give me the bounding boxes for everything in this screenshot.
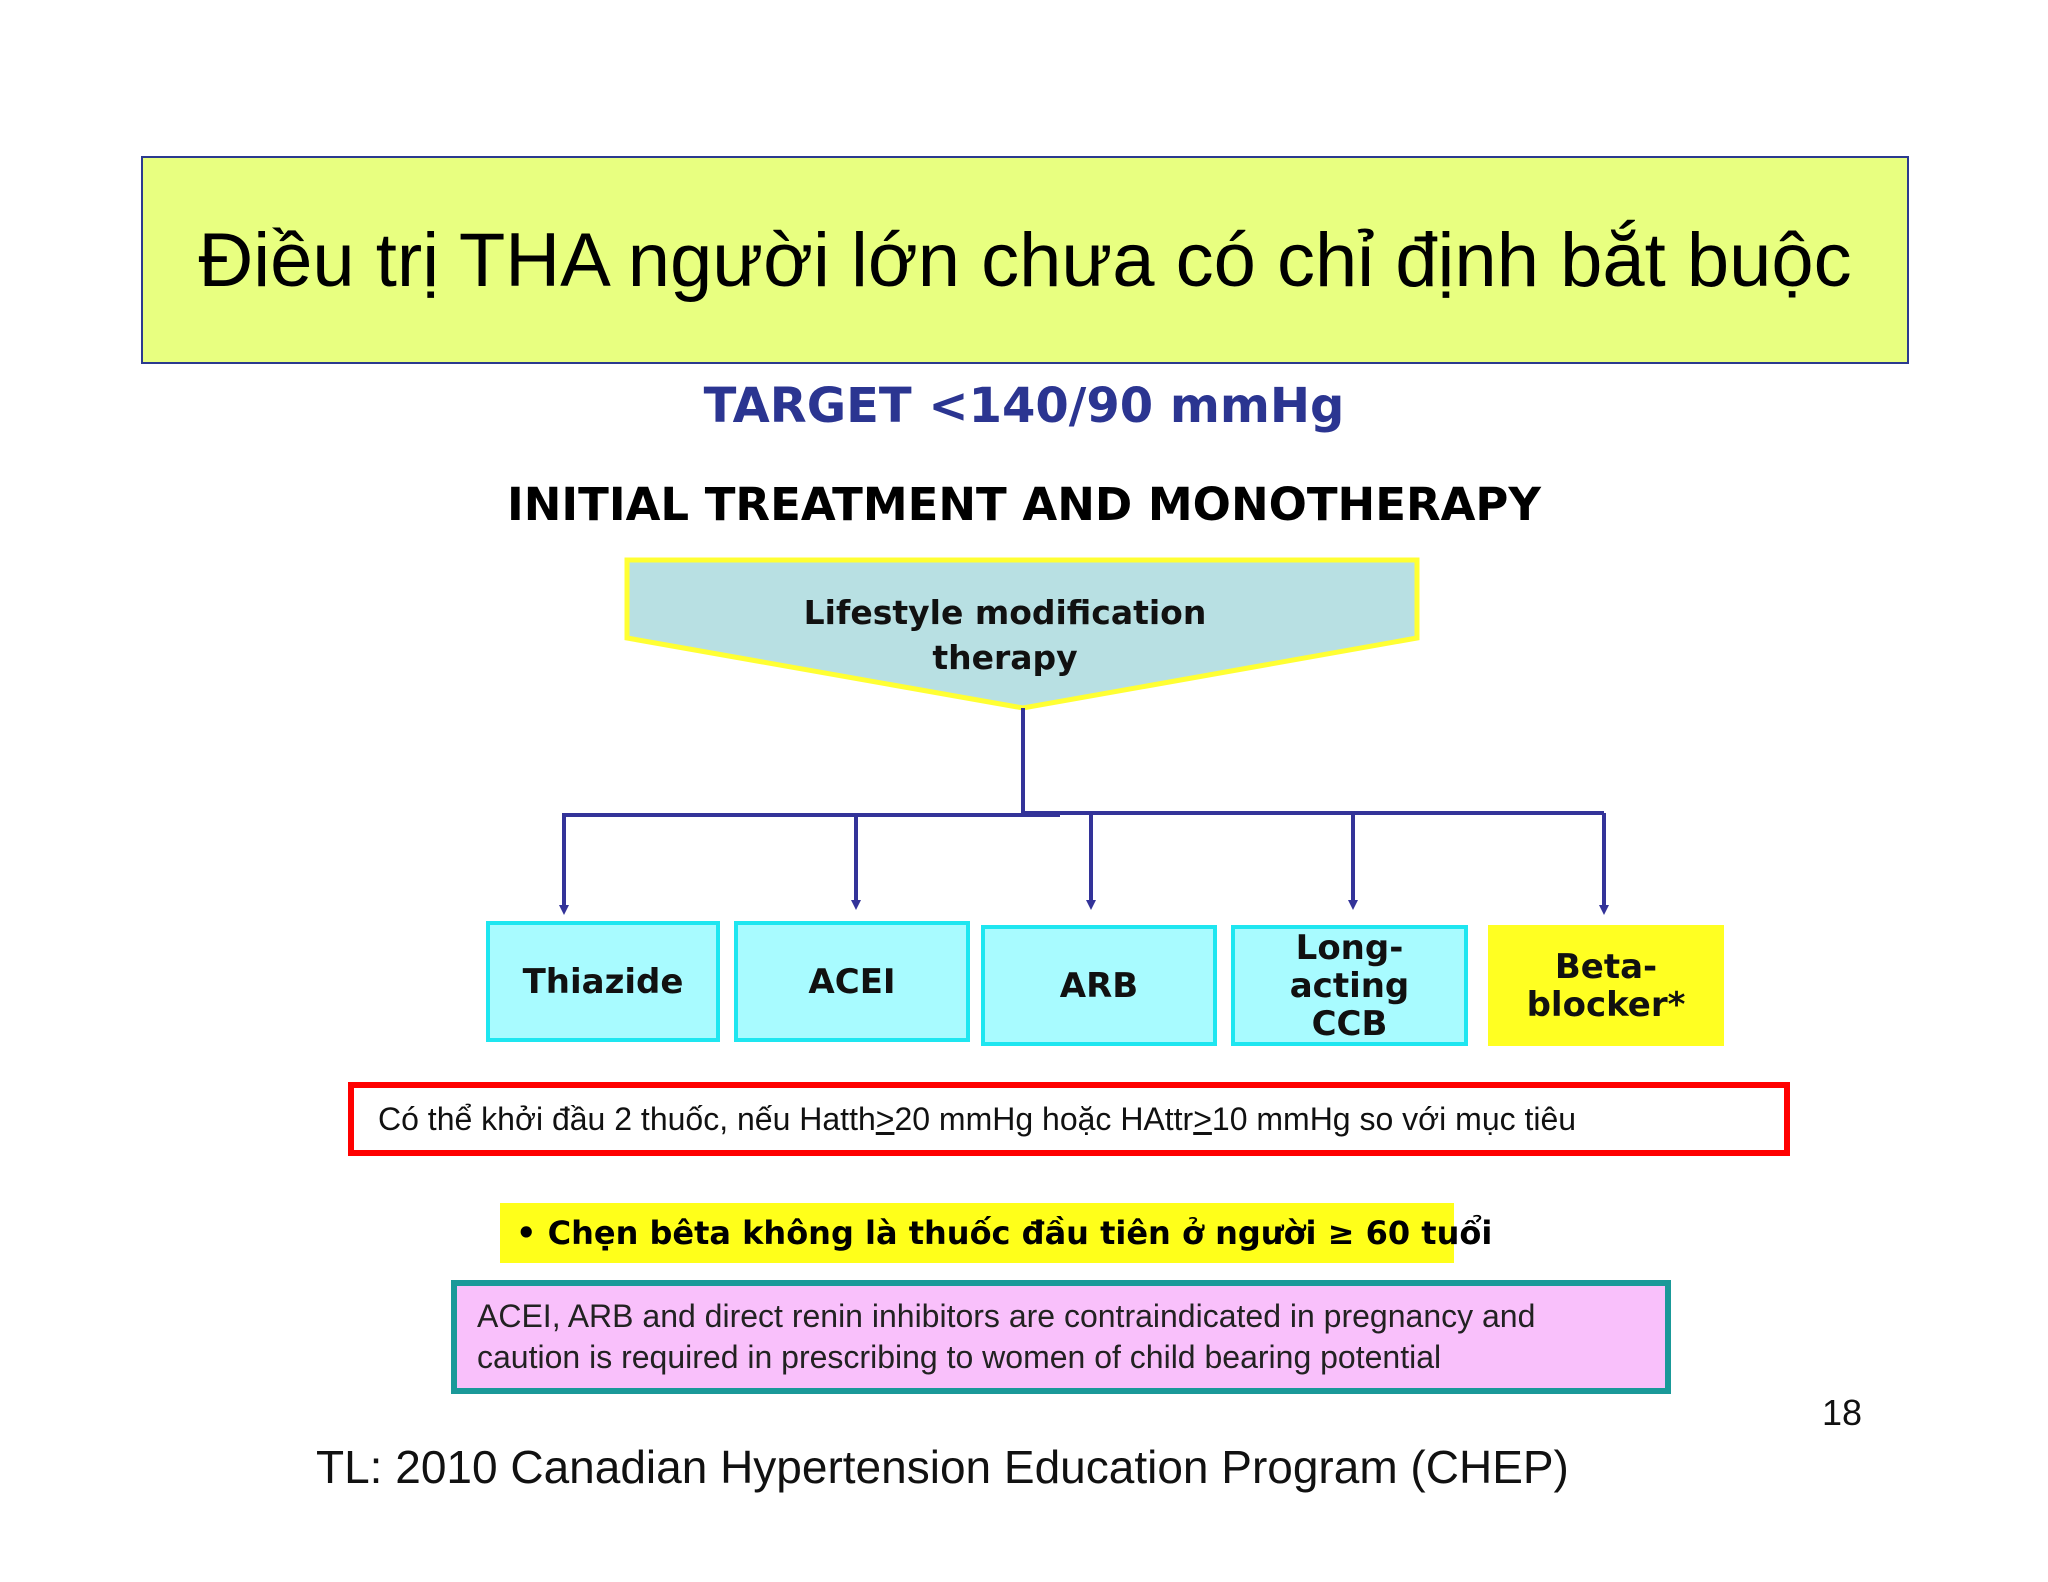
ccb-line-3: CCB: [1311, 1003, 1388, 1044]
note-part-2: 20 mmHg hoặc HAttr: [894, 1100, 1194, 1137]
beta-blocker-note: • Chẹn bêta không là thuốc đầu tiên ở người ≥ 60 tuổi: [500, 1203, 1454, 1263]
ge-symbol-2: >: [1193, 1100, 1212, 1137]
thiazide-box: [486, 921, 720, 1042]
ge-symbol-1: >: [875, 1100, 895, 1137]
arb-box: [981, 925, 1217, 1046]
ccb-line-2: acting: [1289, 965, 1410, 1006]
beta-line-2: blocker*: [1526, 984, 1686, 1025]
source-citation: TL: 2010 Canadian Hypertension Education Program (CHEP): [316, 1441, 1569, 1493]
connectors: [562, 708, 1604, 910]
slide-title: Điều trị THA người lớn chưa có chỉ định bắt buộc: [198, 217, 1852, 303]
beta-blocker-box: [1488, 925, 1724, 1046]
pregnancy-warning: ACEI, ARB and direct renin inhibitors are contraindicated in pregnancy and caution is required in prescribing to women of child bearing potential: [451, 1280, 1671, 1394]
thiazide-label: Thiazide: [522, 961, 684, 1002]
ccb-line-1: Long-: [1295, 927, 1404, 968]
lifestyle-line-1: Lifestyle modification: [803, 593, 1207, 632]
page-number: 18: [1822, 1392, 1863, 1433]
acei-label: ACEI: [808, 961, 896, 1002]
lifestyle-line-2: therapy: [932, 638, 1078, 677]
note-part-1: Có thể khởi đầu 2 thuốc, nếu Hatth: [378, 1100, 876, 1137]
two-drug-note: [348, 1082, 1790, 1156]
lifestyle-label: [620, 590, 1390, 680]
initial-treatment-heading: INITIAL TREATMENT AND MONOTHERAPY: [506, 478, 1541, 531]
acei-box: [734, 921, 970, 1042]
note-part-3: 10 mmHg so với mục tiêu: [1211, 1100, 1577, 1137]
target-heading: TARGET <140/90 mmHg: [703, 378, 1345, 434]
arb-label: ARB: [1059, 965, 1139, 1006]
long-acting-ccb-box: [1231, 925, 1468, 1046]
beta-line-1: Beta-: [1554, 946, 1658, 987]
